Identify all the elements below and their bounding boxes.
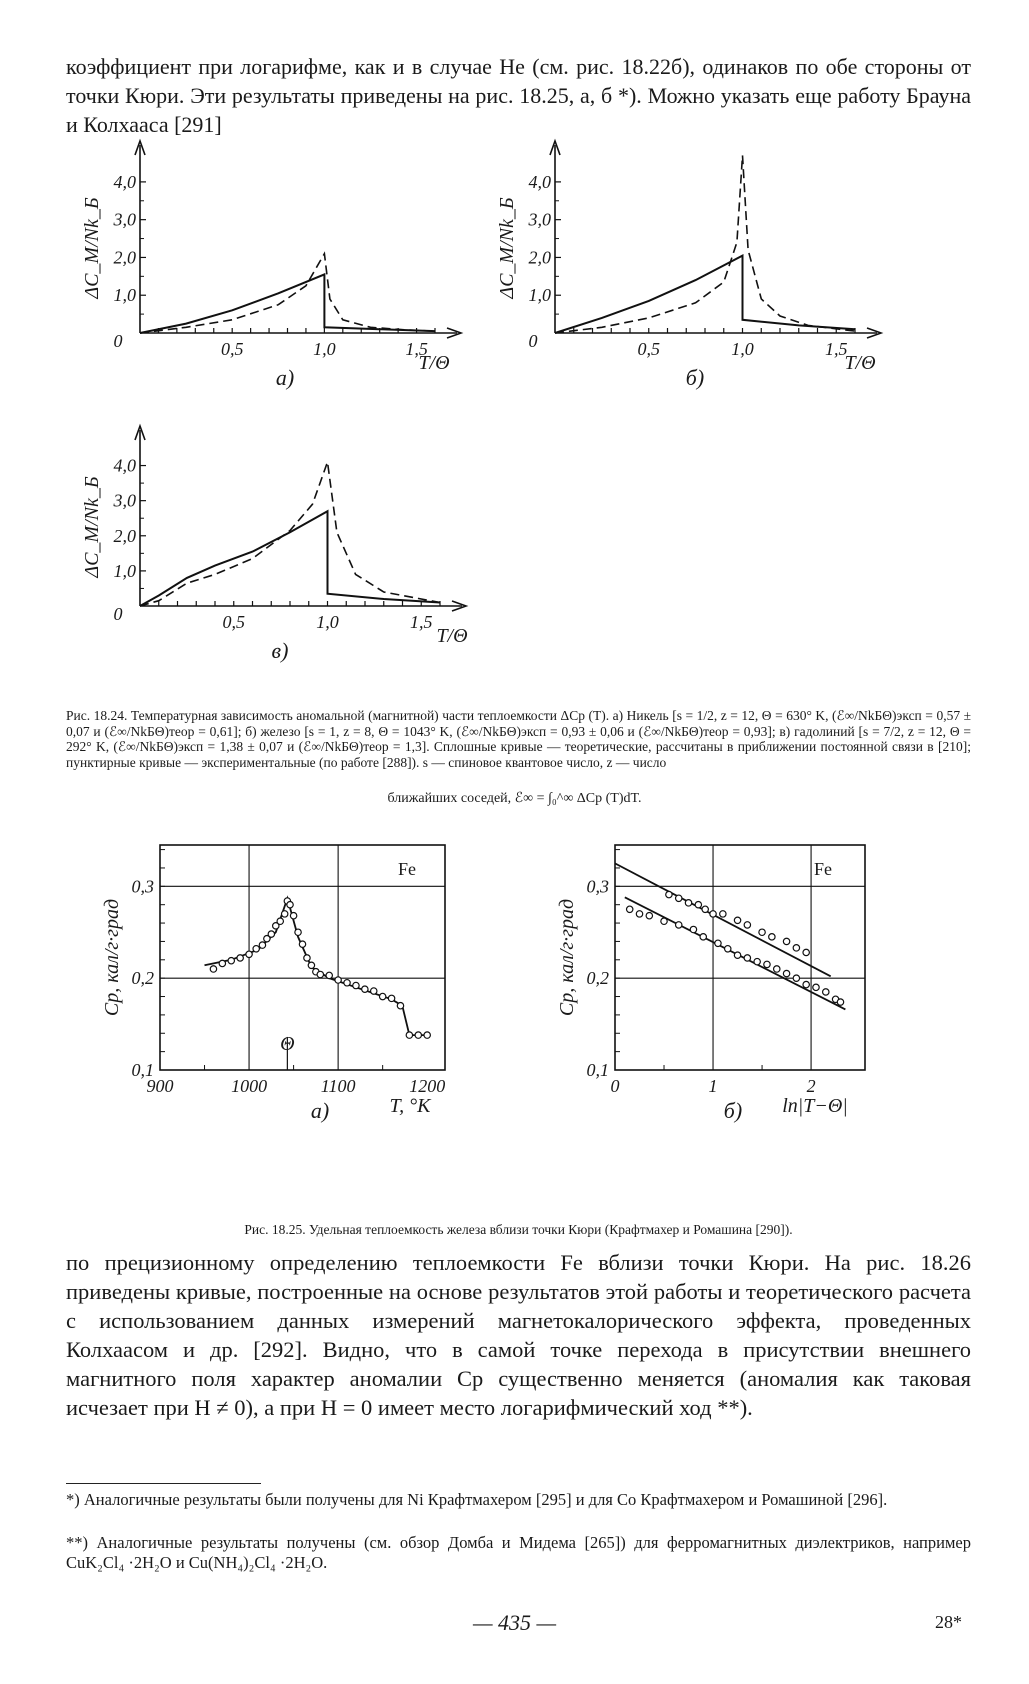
data-point [281, 911, 287, 917]
data-point [379, 993, 385, 999]
data-point [725, 946, 731, 952]
fig25-caption: Рис. 18.25. Удельная теплоемкость железа вблизи точки Кюри (Крафтмахер и Ромашина [290]). [244, 1222, 793, 1237]
x-axis-title: T/Θ [844, 352, 876, 374]
y-tick-label: 0,1 [586, 1060, 609, 1080]
data-point [702, 906, 708, 912]
data-point [823, 989, 829, 995]
data-point [344, 980, 350, 986]
y-axis-title: Cp, кал/г·град [101, 898, 123, 1017]
theory-curve [555, 256, 855, 333]
data-point [803, 949, 809, 955]
data-point [228, 958, 234, 964]
data-point [237, 955, 243, 961]
fig24a-svg [80, 140, 460, 405]
y-axis-title: ΔC_M/Nk_Б [81, 476, 103, 578]
y-tick-label: 3,0 [113, 490, 136, 511]
data-point [627, 906, 633, 912]
signature-mark: 28* [935, 1612, 962, 1632]
data-point [259, 942, 265, 948]
x-tick-label: 0,5 [637, 339, 660, 359]
data-point [744, 922, 750, 928]
y-axis-title: ΔC_M/Nk_Б [496, 197, 518, 299]
curie-marker-label: Θ [280, 1032, 295, 1055]
data-point [397, 1003, 403, 1009]
fig24-panel-a [80, 140, 460, 405]
y-axis-title: Cp, кал/г·град [556, 898, 578, 1017]
data-point [424, 1032, 430, 1038]
y-tick-label: 0,1 [131, 1060, 154, 1080]
y-tick-label: 3,0 [528, 209, 551, 230]
data-point [685, 900, 691, 906]
data-point [299, 941, 305, 947]
x-tick-label: 1,0 [316, 612, 339, 632]
data-point [287, 901, 293, 907]
fig25-panel-a [95, 835, 475, 1125]
footnote-2: **) Аналогичные результаты получены (см. обзор Домба и Мидема [265]) для ферромагнитных диэлектриков, например CuK₂Cl₄ ·2H₂O и Cu(NH₄)₂Cl₄ ·2H₂O. [66, 1533, 971, 1572]
fig25a-svg [95, 835, 475, 1125]
data-point [246, 951, 252, 957]
experiment-curve [140, 254, 435, 333]
data-point [317, 971, 323, 977]
origin-label: 0 [113, 331, 123, 351]
panel-label: а) [310, 1098, 330, 1123]
y-axis-title: ΔC_M/Nk_Б [81, 197, 103, 299]
data-point [646, 913, 652, 919]
data-point [754, 958, 760, 964]
data-point [720, 911, 726, 917]
y-tick-label: 0,2 [586, 968, 609, 989]
theory-curve [140, 274, 435, 333]
x-tick-label: 0 [610, 1076, 620, 1096]
data-point [734, 952, 740, 958]
data-point [695, 901, 701, 907]
data-point [764, 961, 770, 967]
y-tick-label: 2,0 [113, 247, 136, 268]
data-point [661, 918, 667, 924]
data-point [783, 970, 789, 976]
data-point [415, 1032, 421, 1038]
data-point [295, 929, 301, 935]
y-tick-label: 3,0 [113, 209, 136, 230]
data-point [210, 966, 216, 972]
y-tick-label: 0,2 [131, 968, 154, 989]
y-tick-label: 1,0 [113, 560, 136, 581]
experiment-curve [140, 462, 440, 606]
data-point [290, 913, 296, 919]
footnote-divider [66, 1483, 261, 1484]
x-tick-label: 1100 [320, 1076, 356, 1096]
x-axis-title: T/Θ [436, 625, 468, 647]
data-point [219, 960, 225, 966]
paragraph-bottom: по прецизионному определению теплоемкости Fe вблизи точки Кюри. На рис. 18.26 приведены кривые, построенные на основе результатов этой работы и теоретического расчета с использованием данных измерений магнетокалорического эффекта, проведенных Колхаасом и др. [292]. Видно, что в самой точке перехода в присутствии внешнего магнитного поля характер аномалии Cp существенно меняется (аномалия как таковая исчезает при H ≠ 0), а при H = 0 имеет место логарифмический ход **). [66, 1250, 971, 1420]
data-point [769, 934, 775, 940]
data-point [813, 984, 819, 990]
data-point [803, 981, 809, 987]
data-point [304, 955, 310, 961]
data-point [700, 934, 706, 940]
x-tick-label: 0,5 [222, 612, 245, 632]
data-point [774, 966, 780, 972]
x-tick-label: 1000 [231, 1076, 268, 1096]
y-tick-label: 0,3 [586, 876, 609, 897]
y-tick-label: 4,0 [113, 171, 136, 192]
data-point [326, 972, 332, 978]
y-tick-label: 0,3 [131, 876, 154, 897]
page-number: — 435 — [472, 1610, 557, 1635]
panel-label: б) [723, 1098, 743, 1123]
data-point [335, 977, 341, 983]
fig24b-svg [490, 140, 890, 405]
x-axis-title: ln|T−Θ| [782, 1095, 848, 1117]
fig24-panel-c [80, 400, 500, 663]
data-point [690, 926, 696, 932]
fig24-caption: Рис. 18.24. Температурная зависимость аномальной (магнитной) части теплоемкости ΔCp (T). а) Никель [s = 1/2, z = 12, Θ = 630° K, (ℰ∞/NkБΘ)эксп = 0,57 ± 0,07 и (ℰ∞/NkБΘ)теор = 0,61]; б) железо [s = 1, z = 8, Θ = 1043° K, (ℰ∞/NkБΘ)эксп = 0,93 ± 0,06 и (ℰ∞/NkБΘ)теор = 0,93]; в) гадолиний [s = 7/2, z = 12, Θ = 292° K, (ℰ∞/NkБΘ)эксп = 1,38 ± 0,07 и (ℰ∞/NkБΘ)теор = 1,3]. Сплошные кривые — теоретические, рассчитаны в приближении постоянной связи в [210]; пунктирные кривые — экспериментальные (по работе [288]). s — спиновое квантовое число, z — число [66, 708, 971, 770]
data-point [783, 938, 789, 944]
data-point [353, 982, 359, 988]
data-point [837, 999, 843, 1005]
y-tick-label: 2,0 [528, 247, 551, 268]
data-point [710, 911, 716, 917]
data-point [308, 962, 314, 968]
x-tick-label: 1,5 [410, 612, 433, 632]
data-point [636, 911, 642, 917]
panel-label: а) [275, 365, 295, 390]
x-tick-label: 1,5 [405, 339, 428, 359]
data-point [268, 931, 274, 937]
origin-label: 0 [528, 331, 538, 351]
data-point [715, 940, 721, 946]
fig24-caption-formula: ближайших соседей, ℰ∞ = ∫₀^∞ ΔCp (T)dT. [387, 791, 642, 806]
footnote-1: *) Аналогичные результаты были получены для Ni Крафтмахером [295] и для Co Крафтмахером и Ромашиной [296]. [66, 1490, 888, 1509]
y-tick-label: 1,0 [113, 285, 136, 306]
data-point [793, 975, 799, 981]
fig24c-svg [80, 400, 500, 663]
origin-label: 0 [113, 604, 123, 624]
x-axis-title: T/Θ [418, 352, 450, 374]
data-point [666, 891, 672, 897]
data-point [734, 917, 740, 923]
x-tick-label: 0,5 [220, 339, 244, 359]
x-tick-label: 1,0 [313, 339, 336, 359]
x-tick-label: 1,5 [825, 339, 848, 359]
data-point [277, 918, 283, 924]
x-tick-label: 900 [146, 1076, 174, 1096]
x-tick-label: 1,0 [731, 339, 754, 359]
data-point [388, 995, 394, 1001]
theory-curve [140, 511, 440, 606]
panel-label: б) [685, 365, 705, 390]
data-point [371, 988, 377, 994]
data-point [759, 929, 765, 935]
material-tag: Fe [398, 859, 416, 879]
data-point [362, 986, 368, 992]
x-tick-label: 1 [708, 1076, 718, 1096]
fit-curve [205, 898, 428, 1035]
data-point [744, 955, 750, 961]
material-tag: Fe [814, 859, 832, 879]
fig25-panel-b [555, 835, 885, 1125]
fig24-panel-b [490, 140, 890, 405]
fit-line [615, 863, 831, 976]
data-point [676, 895, 682, 901]
x-tick-label: 1200 [409, 1076, 446, 1096]
y-tick-label: 2,0 [113, 525, 136, 546]
data-point [676, 922, 682, 928]
data-point [406, 1032, 412, 1038]
panel-label: в) [271, 638, 289, 663]
experiment-curve [555, 155, 855, 333]
y-tick-label: 4,0 [113, 455, 136, 476]
y-tick-label: 1,0 [528, 285, 551, 306]
x-tick-label: 2 [806, 1076, 816, 1096]
x-axis-title: T, °K [389, 1095, 431, 1117]
data-point [793, 945, 799, 951]
fig25b-svg [555, 835, 885, 1125]
data-point [253, 946, 259, 952]
paragraph-top: коэффициент при логарифме, как и в случае He (см. рис. 18.22б), одинаков по обе стороны от точки Кюри. Эти результаты приведены на рис. 18.25, а, б *). Можно указать еще работу Брауна и Колхааса [291] [66, 54, 971, 137]
y-tick-label: 4,0 [528, 171, 551, 192]
